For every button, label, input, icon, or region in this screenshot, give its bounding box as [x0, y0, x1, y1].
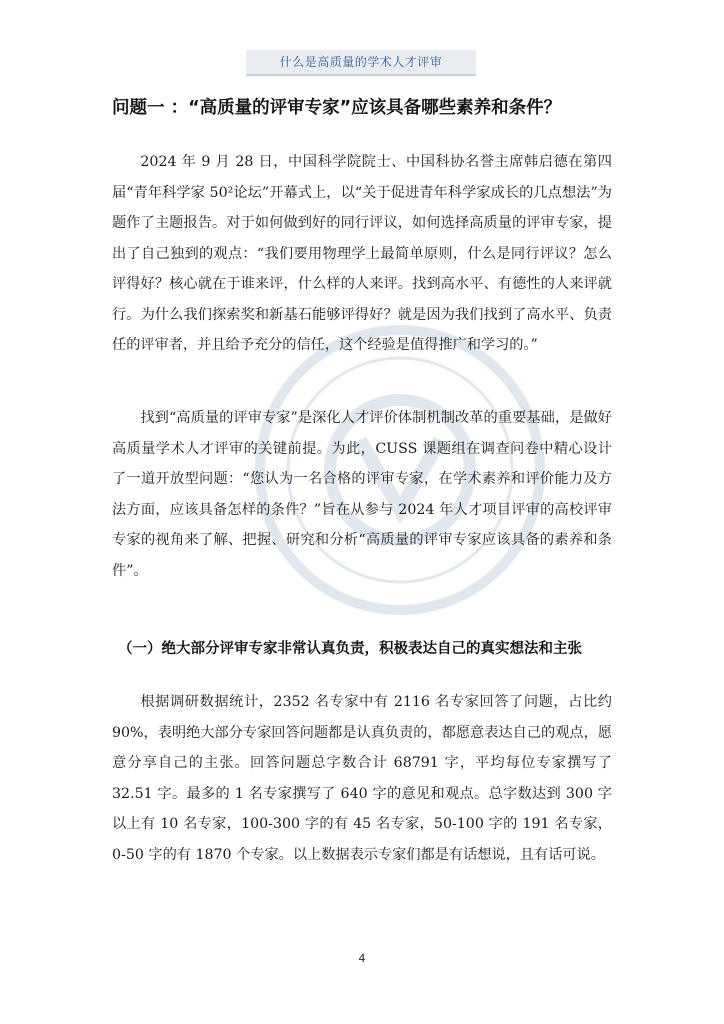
- question-title: 问题一 ：“高质量的评审专家”应该具备哪些素养和条件？: [112, 98, 562, 118]
- body-paragraph-3: 根据调研数据统计，2352 名专家中有 2116 名专家回答了问题，占比约 90%，表明绝大部分专家回答问题都是认真负责的，都愿意表达自己的观点，愿意分享自己的主张。回答问题总字数合计 68791 字，平均每位专家撰写了 32.51 字。最多的 1 名专家撰写了 640 字的意见和观点。总字数达到 300 字以上有 10 名专家，100-300 字的有 45 名专家，50-100 字的 191 名专家，0-50 字的有 1870 个专家。以上数据表示专家们都是有话想说，且有话可说。: [112, 694, 612, 863]
- body-paragraph-2: 找到“高质量的评审专家”是深化人才评价体制机制改革的重要基础，是做好高质量学术人才评审的关键前提。为此，CUSS 课题组在调查问卷中精心设计了一道开放型问题：“您认为一名合格的评审专家，在学术素养和评价能力及方法方面，应该具备怎样的条件？”旨在从参与 2024 年人才项目评审的高校评审专家的视角来了解、把握、研究和分析“高质量的评审专家应该具备的素养和条件”。: [112, 410, 612, 579]
- page-number: 4: [358, 952, 366, 965]
- section-heading: （一）绝大部分评审专家非常认真负责，积极表达自己的真实想法和主张: [118, 641, 582, 657]
- body-paragraph-1: 2024 年 9 月 28 日，中国科学院院士、中国科协名誉主席韩启德在第四届“青年科学家 50²论坛”开幕式上，以“关于促进青年科学家成长的几点想法”为题作了主题报告。对于如何做到好的同行评议，如何选择高质量的评审专家，提出了自己独到的观点：“我们要用物理学上最简单原则，什么是同行评议？怎么评得好？核心就在于谁来评，什么样的人来评。找到高水平、有德性的人来评就行。为什么我们探索奖和新基石能够评得好？就是因为我们找到了高水平、负责任的评审者，并且给予充分的信任，这个经验是值得推广和学习的。”: [112, 154, 612, 353]
- running-header: [246, 50, 476, 76]
- running-header-title: 什么是高质量的学术人才评审: [279, 55, 443, 69]
